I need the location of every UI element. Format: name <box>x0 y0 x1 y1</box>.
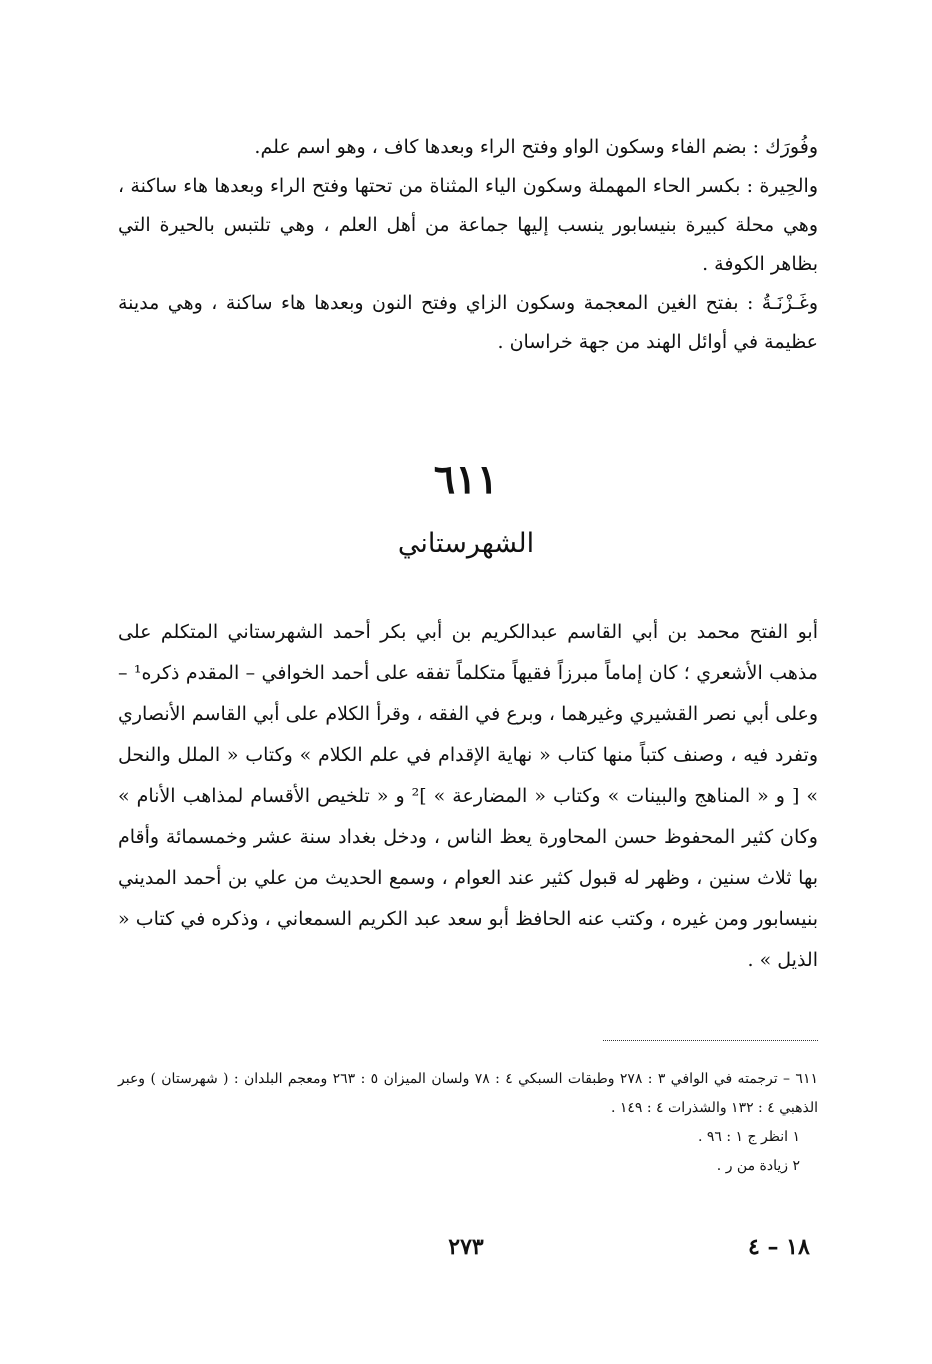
entry-body: أبو الفتح محمد بن أبي القاسم عبدالكريم بن أبي بكر أحمد الشهرستاني المتكلم على مذهب الأشعري ؛ كان إماماً مبرزاً فقيهاً متكلماً تفقه على أحمد الخوافي – المقدم ذكره¹ – وعلى أبي نصر القشيري وغيرهما ، وبرع في الفقه ، وقرأ الكلام على أبي القاسم الأنصاري وتفرد فيه ، وصنف كتباً منها كتاب « نهاية الإقدام في علم الكلام » وكتاب « الملل والنحل » [ و « المناهج والبينات » وكتاب « المضارعة » ]² و « تلخيص الأقسام لمذاهب الأنام » وكان كثير المحفوظ حسن المحاورة يعظ الناس ، ودخل بغداد سنة عشر وخمسمائة وأقام بها ثلاث سنين ، وظهر له قبول كثير عند العوام ، وسمع الحديث من علي بن أحمد المديني بنيسابور ومن غيره ، وكتب عنه الحافظ أبو سعد عبد الكريم السمعاني ، وذكره في كتاب « الذيل » . <box>118 621 818 971</box>
footnote-divider <box>603 1040 818 1041</box>
entry-number: ٦١١ <box>433 456 499 503</box>
gloss-ghazna: وغَـزْنَـةُ : بفتح الغين المعجمة وسكون الزاي وفتح النون وبعدها هاء ساكنة ، وهي مدينة عظيمة في أوائل الهند من جهة خراسان . <box>118 292 818 353</box>
entry-name: الشهرستاني <box>397 528 535 559</box>
gloss-hira: والحِيرة : بكسر الحاء المهملة وسكون الياء المثناة من تحتها وفتح الراء وبعدها هاء ساكنة ، وهي محلة كبيرة بنيسابور ينسب إليها جماعة من أهل العلم ، وهي تلتبس بالحيرة التي بظاهر الكوفة . <box>118 175 818 275</box>
footnote-2: ٢ زيادة من ر . <box>716 1158 800 1174</box>
page-number: ٢٧٣ <box>448 1234 484 1260</box>
previous-entry-glosses <box>118 128 818 362</box>
gloss-furak: وفُورَك : بضم الفاء وسكون الواو وفتح الراء وبعدها كاف ، وهو اسم علم. <box>254 136 818 158</box>
footnote-sources: ٦١١ – ترجمته في الوافي ٣ : ٢٧٨ وطبقات السبكي ٤ : ٧٨ ولسان الميزان ٥ : ٢٦٣ ومعجم البلدان : ( شهرستان ) وعبر الذهبي ٤ : ١٣٢ والشذرات ٤ : ١٤٩ . <box>118 1071 818 1116</box>
footnotes <box>118 1065 818 1181</box>
footnote-1: ١ انظر ج ١ : ٩٦ . <box>697 1129 800 1145</box>
signature-mark: ١٨ – ٤ <box>748 1234 810 1260</box>
